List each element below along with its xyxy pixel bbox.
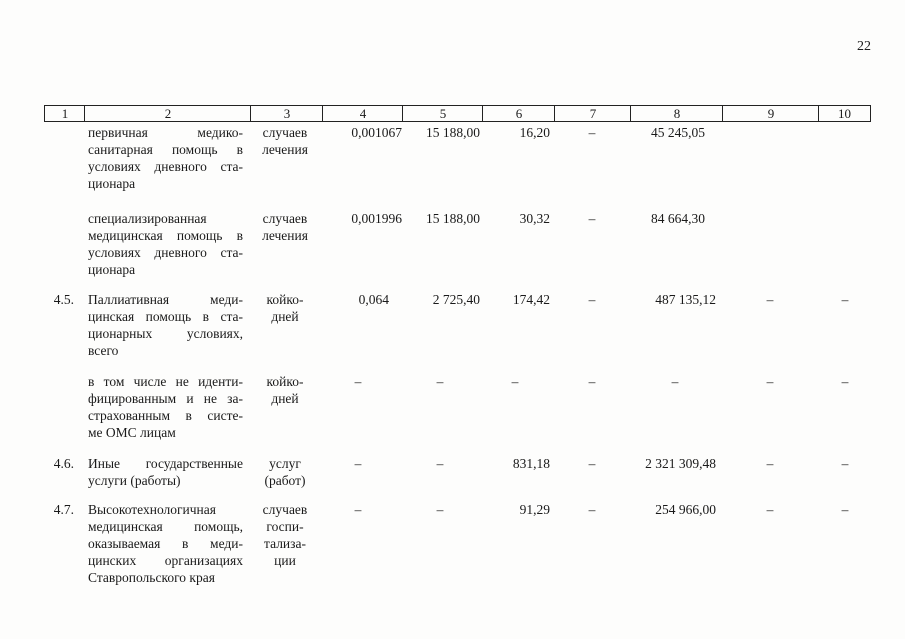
- header-cell: 7: [554, 105, 631, 122]
- row-name: [88, 124, 243, 192]
- name-line: первичная медико-: [88, 125, 243, 140]
- cell-col9: –: [766, 456, 774, 471]
- unit-line: случаев: [262, 211, 308, 226]
- cell-col7: –: [588, 292, 596, 307]
- cell-col5: 15 188,00: [426, 125, 480, 140]
- cell-col4: –: [354, 374, 362, 389]
- unit-line: дней: [271, 309, 299, 324]
- header-cell: 8: [630, 105, 723, 122]
- name-line: в том числе не иденти-: [88, 374, 243, 389]
- name-line: цинская помощь в ста-: [88, 309, 243, 324]
- unit-line: случаев: [262, 125, 308, 140]
- unit-line: койко-: [266, 374, 304, 389]
- row-number: 4.5.: [53, 292, 74, 307]
- cell-col9: –: [766, 502, 774, 517]
- row-number: 4.7.: [53, 502, 74, 517]
- header-cell: 3: [250, 105, 323, 122]
- unit-line: госпи-: [266, 519, 304, 534]
- name-line: медицинская помощь в: [88, 228, 243, 243]
- cell-col8: 254 966,00: [655, 502, 716, 517]
- cell-col5: –: [436, 502, 444, 517]
- name-line: ционара: [88, 262, 136, 277]
- cell-col6: –: [511, 374, 519, 389]
- cell-col6: 91,29: [519, 502, 550, 517]
- name-line: всего: [88, 343, 119, 358]
- name-line: Ставропольского края: [88, 570, 215, 585]
- name-line: Паллиативная меди-: [88, 292, 243, 307]
- cell-col10: –: [841, 374, 849, 389]
- row-unit: [250, 291, 320, 325]
- cell-col7: –: [588, 502, 596, 517]
- cell-col4: –: [354, 502, 362, 517]
- cell-col9: –: [766, 374, 774, 389]
- name-line: условиях дневного ста-: [88, 245, 243, 260]
- header-cell: 2: [84, 105, 251, 122]
- cell-col8: 487 135,12: [655, 292, 716, 307]
- cell-col6: 16,20: [519, 125, 550, 140]
- cell-col5: –: [436, 374, 444, 389]
- cell-col6: 831,18: [512, 456, 550, 471]
- unit-line: ции: [274, 553, 296, 568]
- unit-line: койко-: [266, 292, 304, 307]
- name-line: ционарных условиях,: [88, 326, 243, 341]
- cell-col4: 0,001996: [351, 211, 402, 226]
- cell-col4: 0,001067: [351, 125, 402, 140]
- name-line: Высокотехнологичная: [88, 502, 216, 517]
- row-unit: [250, 501, 320, 569]
- name-line: специализированная: [88, 211, 207, 226]
- row-name: [88, 455, 243, 489]
- name-line: медицинская помощь,: [88, 519, 243, 534]
- unit-line: (работ): [264, 473, 306, 488]
- name-line: услуги (работы): [88, 473, 181, 488]
- header-cell: 10: [818, 105, 871, 122]
- name-line: ме ОМС лицам: [88, 425, 176, 440]
- name-line: Иные государственные: [88, 456, 243, 471]
- unit-line: тализа-: [264, 536, 306, 551]
- name-line: санитарная помощь в: [88, 142, 243, 157]
- name-line: страхованным в систе-: [88, 408, 243, 423]
- cell-col10: –: [841, 502, 849, 517]
- unit-line: услуг: [269, 456, 301, 471]
- name-line: фицированным и не за-: [88, 391, 243, 406]
- cell-col5: 15 188,00: [426, 211, 480, 226]
- row-unit: [250, 124, 320, 158]
- row-unit: [250, 210, 320, 244]
- row-name: [88, 291, 243, 359]
- unit-line: дней: [271, 391, 299, 406]
- cell-col7: –: [588, 211, 596, 226]
- unit-line: лечения: [262, 142, 308, 157]
- name-line: условиях дневного ста-: [88, 159, 243, 174]
- cell-col8: 84 664,30: [651, 211, 705, 226]
- cell-col9: –: [766, 292, 774, 307]
- cell-col5: –: [436, 456, 444, 471]
- cell-col7: –: [588, 374, 596, 389]
- cell-col8: 45 245,05: [651, 125, 705, 140]
- cell-col6: 174,42: [512, 292, 550, 307]
- cell-col10: –: [841, 292, 849, 307]
- cell-col7: –: [588, 125, 596, 140]
- name-line: оказываемая в меди-: [88, 536, 243, 551]
- row-number: 4.6.: [53, 456, 74, 471]
- unit-line: случаев: [262, 502, 308, 517]
- name-line: ционара: [88, 176, 136, 191]
- page-number: 22: [857, 39, 871, 54]
- cell-col8: –: [671, 374, 679, 389]
- cell-col8: 2 321 309,48: [645, 456, 716, 471]
- cell-col4: 0,064: [358, 292, 389, 307]
- header-cell: 4: [322, 105, 403, 122]
- name-line: цинских организациях: [88, 553, 243, 568]
- row-unit: [250, 373, 320, 407]
- header-cell: 6: [482, 105, 555, 122]
- cell-col7: –: [588, 456, 596, 471]
- unit-line: лечения: [262, 228, 308, 243]
- row-name: [88, 210, 243, 278]
- cell-col6: 30,32: [519, 211, 550, 226]
- cell-col5: 2 725,40: [432, 292, 480, 307]
- header-cell: 9: [722, 105, 819, 122]
- cell-col4: –: [354, 456, 362, 471]
- row-unit: [250, 455, 320, 489]
- header-cell: 1: [44, 105, 85, 122]
- row-name: [88, 373, 243, 441]
- cell-col10: –: [841, 456, 849, 471]
- header-cell: 5: [402, 105, 483, 122]
- row-name: [88, 501, 243, 586]
